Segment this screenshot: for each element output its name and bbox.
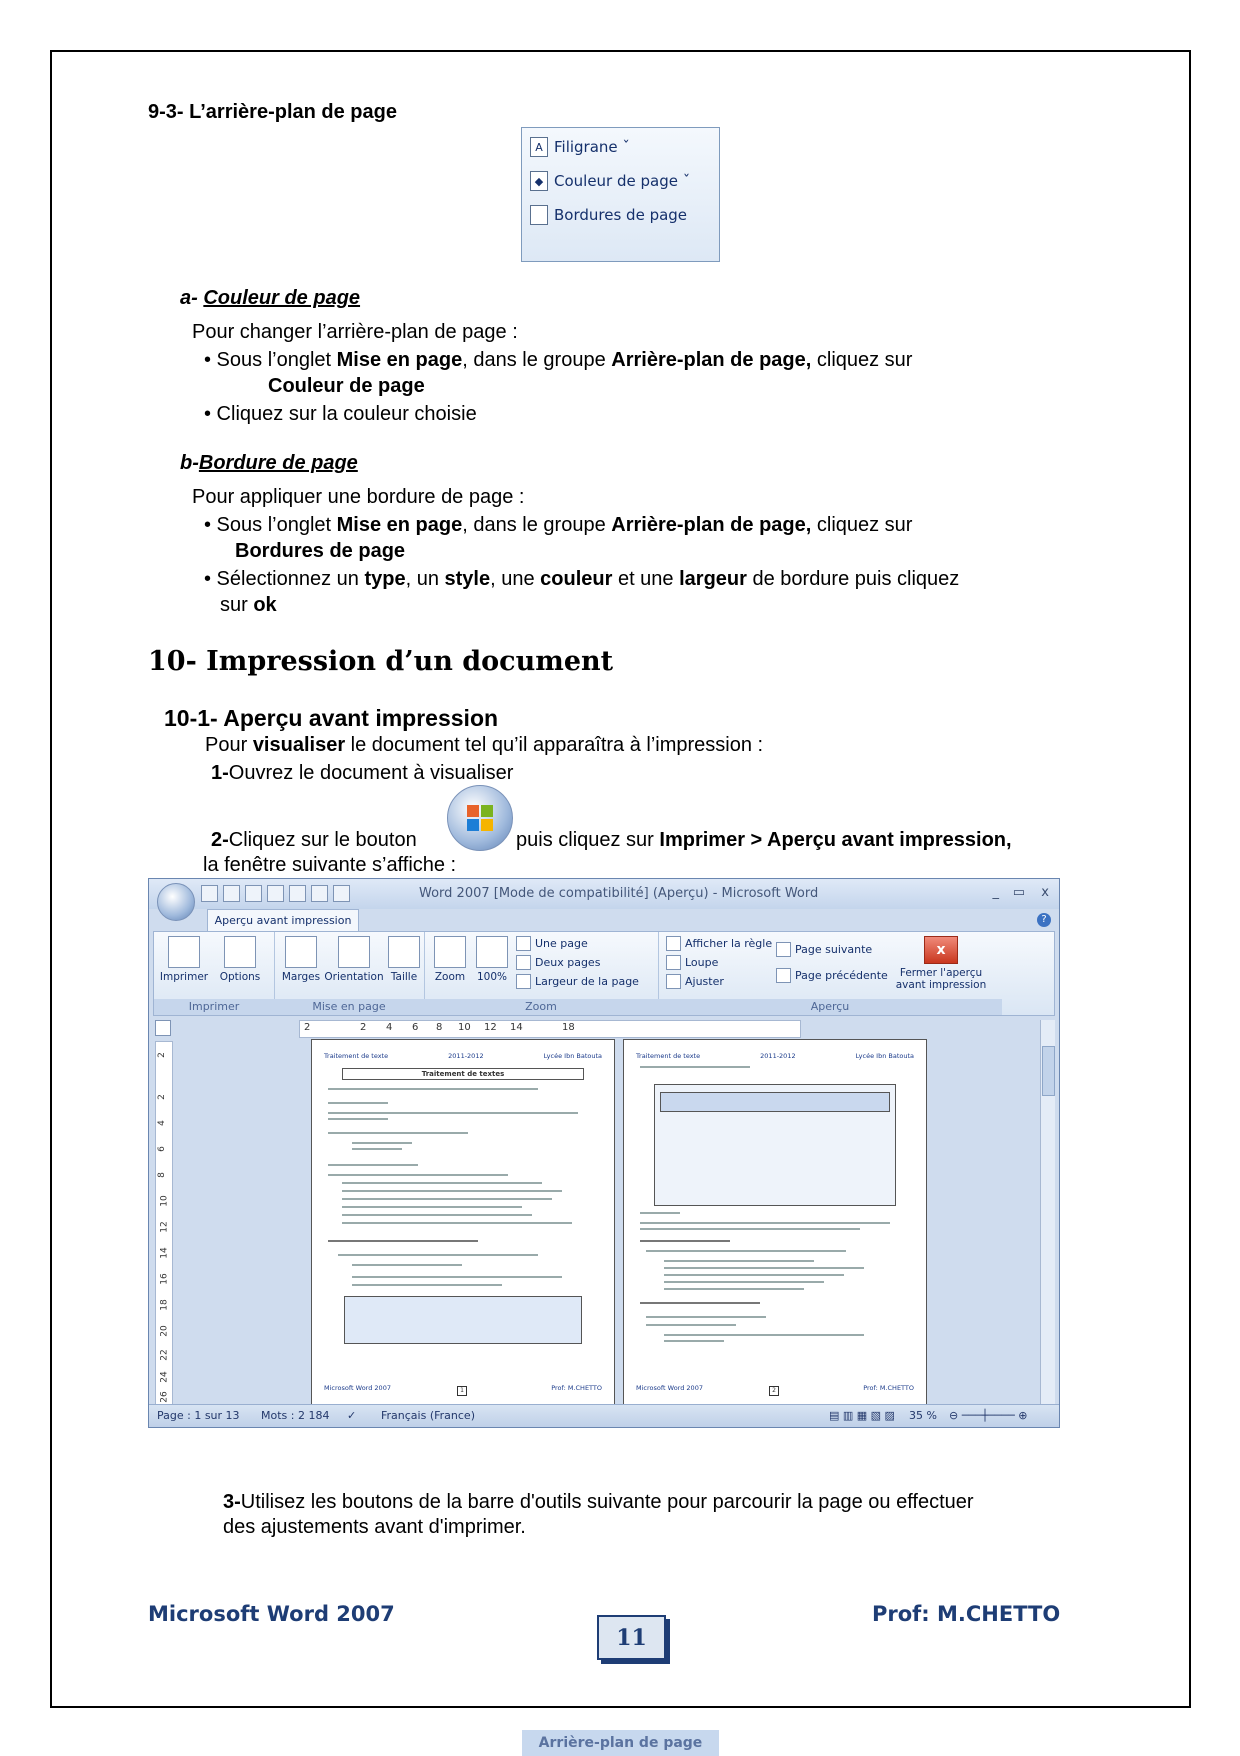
bordures-de-page-item[interactable]: Bordures de page bbox=[530, 200, 687, 230]
spell-check-icon[interactable]: ✓ bbox=[347, 1409, 357, 1422]
sub-a-bullet-1-cont: Couleur de page bbox=[268, 375, 425, 397]
group-mise-en-page: Marges Orientation Taille Mise en page bbox=[274, 932, 425, 1015]
vertical-scrollbar[interactable] bbox=[1040, 1020, 1055, 1405]
tab-selector-icon[interactable] bbox=[155, 1020, 171, 1036]
step-2-cont: la fenêtre suivante s’affiche : bbox=[203, 854, 457, 876]
minimize-icon[interactable]: _ bbox=[992, 885, 999, 900]
view-buttons[interactable]: ▤ ▥ ▦ ▧ ▨ bbox=[829, 1409, 895, 1422]
window-title: Word 2007 [Mode de compatibilité] (Aperçu) - Microsoft Word bbox=[419, 886, 819, 901]
zoom-button[interactable]: Zoom bbox=[430, 936, 470, 983]
sub-b-bullet-2-cont: sur ok bbox=[220, 594, 277, 616]
vertical-ruler: 2 2 4 6 8 10 12 14 16 18 20 22 24 26 bbox=[155, 1041, 173, 1405]
two-pages-icon bbox=[516, 955, 531, 970]
office-logo-icon bbox=[467, 805, 493, 831]
next-page-icon bbox=[776, 942, 791, 957]
print-icon[interactable] bbox=[267, 885, 284, 902]
sub-b-bullet-2: • Sélectionnez un type, un style, une couleur et une largeur de bordure puis cliquez bbox=[204, 568, 960, 590]
page-width-icon bbox=[516, 974, 531, 989]
status-language[interactable]: Français (France) bbox=[381, 1409, 475, 1422]
sub-a-bullet-1: • Sous l’onglet Mise en page, dans le groupe Arrière-plan de page, cliquez sur bbox=[204, 349, 913, 371]
filigrane-item[interactable]: A Filigrane ˇ bbox=[530, 132, 630, 162]
page-precedente-button[interactable]: Page précédente bbox=[776, 968, 888, 983]
afficher-regle-check[interactable]: Afficher la règle bbox=[666, 936, 772, 951]
magnifier-icon bbox=[434, 936, 466, 968]
largeur-page-option[interactable]: Largeur de la page bbox=[516, 974, 639, 989]
page-header: Traitement de texte 2011-2012 Lycée Ibn Batouta bbox=[324, 1052, 602, 1060]
sub-b-title: b-Bordure de page bbox=[180, 452, 358, 474]
imprimer-button[interactable]: Imprimer bbox=[158, 936, 210, 983]
marges-button[interactable]: Marges bbox=[280, 936, 322, 983]
office-orb-icon[interactable] bbox=[157, 883, 195, 921]
couleur-de-page-item[interactable]: ◆ Couleur de page ˇ bbox=[530, 166, 690, 196]
status-page[interactable]: Page : 1 sur 13 bbox=[157, 1409, 240, 1422]
section-10-title: 10- Impression d’un document bbox=[148, 646, 614, 677]
tab-apercu[interactable]: Aperçu avant impression bbox=[207, 909, 359, 932]
sub-b-bullet-1: • Sous l’onglet Mise en page, dans le groupe Arrière-plan de page, cliquez sur bbox=[204, 514, 913, 536]
sub-b-bullet-1-cont: Bordures de page bbox=[235, 540, 406, 562]
preview-icon[interactable] bbox=[333, 885, 350, 902]
loupe-check[interactable]: Loupe bbox=[666, 955, 718, 970]
group-zoom: Zoom 100% Une page Deux pages Largeur de la page Zoom bbox=[424, 932, 659, 1015]
group-apercu: Afficher la règle Loupe Ajuster Page suivante Page précédente x Fermer l'aperçu avant impression Aperçu bbox=[658, 932, 1002, 1015]
watermark-icon: A bbox=[530, 137, 548, 157]
word-print-preview-screenshot bbox=[148, 878, 1060, 1428]
title-bar bbox=[149, 879, 1059, 909]
sub-a-intro: Pour changer l’arrière-plan de page : bbox=[192, 321, 518, 343]
fermer-apercu-button[interactable]: x Fermer l'aperçu avant impression bbox=[890, 936, 992, 991]
page-suivante-button[interactable]: Page suivante bbox=[776, 942, 872, 957]
printer-icon bbox=[168, 936, 200, 968]
sub-b-intro: Pour appliquer une bordure de page : bbox=[192, 486, 525, 508]
scroll-thumb[interactable] bbox=[1042, 1046, 1055, 1096]
sub-a-title: a- Couleur de page bbox=[180, 287, 361, 309]
step-3-line-1: 3-Utilisez les boutons de la barre d'outils suivante pour parcourir la page ou effectuer bbox=[223, 1491, 974, 1513]
size-icon bbox=[388, 936, 420, 968]
office-button[interactable] bbox=[447, 785, 513, 851]
options-button[interactable]: Options bbox=[214, 936, 266, 983]
close-preview-icon: x bbox=[924, 936, 958, 964]
new-doc-icon[interactable] bbox=[289, 885, 306, 902]
footer-left: Microsoft Word 2007 bbox=[148, 1602, 395, 1626]
options-icon bbox=[224, 936, 256, 968]
redo-icon[interactable] bbox=[245, 885, 262, 902]
save-icon[interactable] bbox=[201, 885, 218, 902]
one-page-icon bbox=[516, 936, 531, 951]
close-icon[interactable]: x bbox=[1041, 885, 1049, 900]
step-2-post: puis cliquez sur Imprimer > Aperçu avant impression, bbox=[516, 829, 1012, 851]
preview-page-2: Traitement de texte 2011-2012 Lycée Ibn Batouta Microsoft Word 2007 Prof: M.CHETTO 2 bbox=[623, 1039, 927, 1407]
group-imprimer: Imprimer Options Imprimer bbox=[154, 932, 275, 1015]
page-border-icon bbox=[530, 205, 548, 225]
paint-bucket-icon: ◆ bbox=[530, 171, 548, 191]
status-zoom[interactable]: 35 % bbox=[909, 1409, 937, 1422]
open-icon[interactable] bbox=[311, 885, 328, 902]
ajuster-button[interactable]: Ajuster bbox=[666, 974, 724, 989]
page-100-icon bbox=[476, 936, 508, 968]
group-label: Arrière-plan de page bbox=[522, 1730, 719, 1756]
page-footer: Microsoft Word 2007 Prof: M.CHETTO bbox=[636, 1384, 914, 1392]
intro-visualiser: Pour visualiser le document tel qu’il apparaîtra à l’impression : bbox=[205, 734, 764, 756]
zoom-100-button[interactable]: 100% bbox=[472, 936, 512, 983]
taille-button[interactable]: Taille bbox=[386, 936, 422, 983]
une-page-option[interactable]: Une page bbox=[516, 936, 588, 951]
page-footer: Microsoft Word 2007 Prof: M.CHETTO bbox=[324, 1384, 602, 1392]
section-9-3-title: 9-3- L’arrière-plan de page bbox=[148, 101, 397, 123]
orientation-button[interactable]: Orientation bbox=[324, 936, 384, 983]
prev-page-icon bbox=[776, 968, 791, 983]
deux-pages-option[interactable]: Deux pages bbox=[516, 955, 600, 970]
quick-access-toolbar bbox=[201, 885, 350, 902]
step-1: 1-Ouvrez le document à visualiser bbox=[211, 762, 514, 784]
margins-icon bbox=[285, 936, 317, 968]
help-icon[interactable]: ? bbox=[1037, 913, 1051, 927]
zoom-slider[interactable]: ⊖ ───┼──── ⊕ bbox=[949, 1409, 1028, 1422]
orientation-icon bbox=[338, 936, 370, 968]
footer-right: Prof: M.CHETTO bbox=[872, 1602, 1061, 1626]
shrink-icon bbox=[666, 974, 681, 989]
page-number: 11 bbox=[597, 1615, 666, 1660]
step-2-pre: 2-Cliquez sur le bouton bbox=[211, 829, 417, 851]
maximize-icon[interactable]: ▭ bbox=[1012, 885, 1025, 900]
ribbon bbox=[153, 931, 1055, 1016]
horizontal-ruler: 2 2 4 6 8 10 12 14 18 bbox=[299, 1020, 801, 1038]
step-3-line-2: des ajustements avant d'imprimer. bbox=[223, 1516, 526, 1538]
page-header: Traitement de texte 2011-2012 Lycée Ibn Batouta bbox=[636, 1052, 914, 1060]
checkbox-icon bbox=[666, 955, 681, 970]
preview-page-1: Traitement de texte 2011-2012 Lycée Ibn Batouta Traitement de textes Microsoft Word 2007 Prof: M.CHETTO 1 bbox=[311, 1039, 615, 1407]
status-words[interactable]: Mots : 2 184 bbox=[261, 1409, 330, 1422]
checkbox-icon bbox=[666, 936, 681, 951]
undo-icon[interactable] bbox=[223, 885, 240, 902]
sub-a-bullet-2: • Cliquez sur la couleur choisie bbox=[204, 403, 477, 425]
status-bar bbox=[149, 1404, 1059, 1427]
section-10-1-title: 10-1- Aperçu avant impression bbox=[164, 705, 499, 731]
